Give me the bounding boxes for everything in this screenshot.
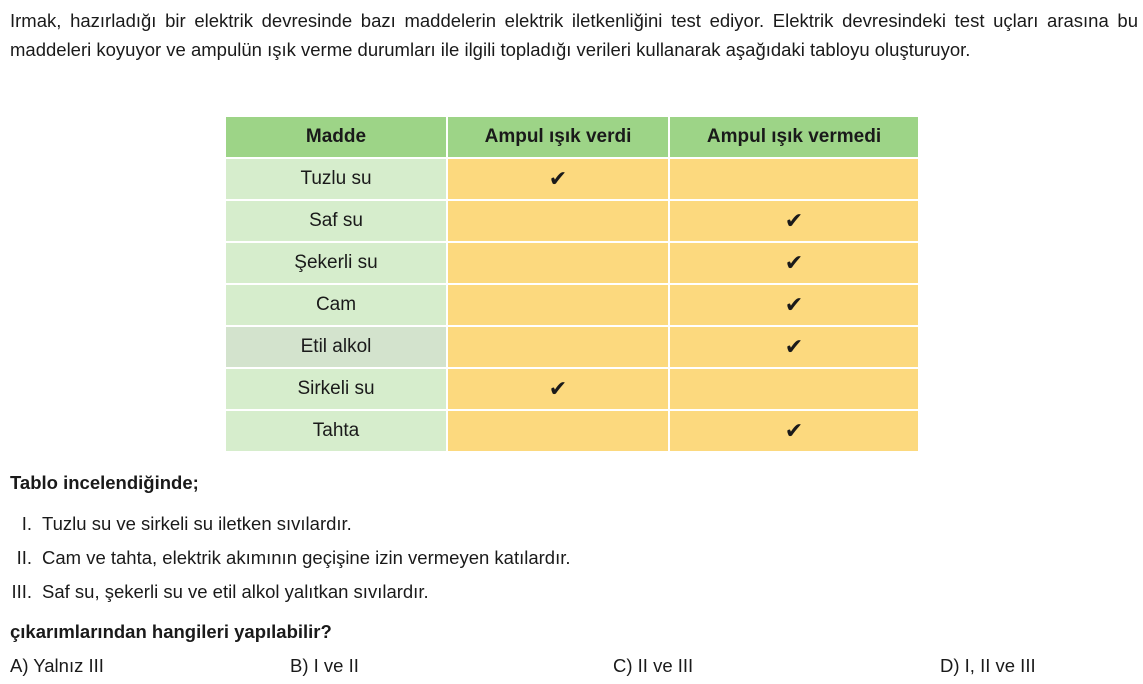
header-light-off: Ampul ışık vermedi	[669, 116, 919, 158]
table-row	[225, 242, 919, 284]
question-lead: Tablo incelendiğinde;	[10, 472, 199, 493]
statement-numeral: III.	[11, 581, 32, 602]
light-off-check-icon: ✔	[669, 326, 919, 368]
light-off-check-icon: ✔	[669, 284, 919, 326]
substance-name: Tuzlu su	[225, 158, 447, 200]
header-light-on: Ampul ışık verdi	[447, 116, 669, 158]
option-a[interactable]: A) Yalnız III	[10, 655, 104, 676]
statement-numeral: II.	[16, 547, 32, 568]
statement-numeral: I.	[21, 513, 32, 534]
light-off-check-icon: ✔	[669, 200, 919, 242]
table-row	[225, 326, 919, 368]
light-off-check-icon	[669, 368, 919, 410]
header-madde: Madde	[225, 116, 447, 158]
substance-name: Sirkeli su	[225, 368, 447, 410]
statement-text: Saf su, şekerli su ve etil alkol yalıtkan sıvılardır.	[42, 581, 429, 602]
substance-name: Etil alkol	[225, 326, 447, 368]
answer-options	[10, 655, 1140, 681]
table-row	[225, 368, 919, 410]
statement-text: Cam ve tahta, elektrik akımının geçişine izin vermeyen katılardır.	[42, 547, 571, 568]
light-off-check-icon	[669, 158, 919, 200]
statement-list	[10, 507, 571, 609]
statement-text: Tuzlu su ve sirkeli su iletken sıvılardır.	[42, 513, 352, 534]
table-row	[225, 200, 919, 242]
light-on-check-icon	[447, 242, 669, 284]
substance-name: Şekerli su	[225, 242, 447, 284]
light-on-check-icon: ✔	[447, 158, 669, 200]
option-c[interactable]: C) II ve III	[613, 655, 694, 676]
option-d[interactable]: D) I, II ve III	[940, 655, 1036, 676]
statement-item	[10, 541, 571, 575]
light-on-check-icon	[447, 410, 669, 452]
light-on-check-icon	[447, 326, 669, 368]
statement-item	[10, 507, 571, 541]
light-off-check-icon: ✔	[669, 410, 919, 452]
table-header-row	[225, 116, 919, 158]
light-on-check-icon	[447, 200, 669, 242]
intro-paragraph: Irmak, hazırladığı bir elektrik devresinde bazı maddelerin elektrik iletkenliğini test ediyor. Elektrik devresindeki test uçları arasına bu maddeleri koyuyor ve ampulün ışık verme durumları ile ilgili topladığı verileri kullanarak aşağıdaki tabloyu oluşturuyor.	[10, 10, 1138, 60]
substance-name: Tahta	[225, 410, 447, 452]
table-row	[225, 158, 919, 200]
question-prompt: çıkarımlarından hangileri yapılabilir?	[10, 621, 332, 642]
option-b[interactable]: B) I ve II	[290, 655, 359, 676]
table-row	[225, 284, 919, 326]
light-on-check-icon	[447, 284, 669, 326]
statement-item	[10, 575, 571, 609]
substance-name: Saf su	[225, 200, 447, 242]
light-on-check-icon: ✔	[447, 368, 669, 410]
light-off-check-icon: ✔	[669, 242, 919, 284]
conductivity-table	[224, 115, 920, 453]
substance-name: Cam	[225, 284, 447, 326]
table-row	[225, 410, 919, 452]
